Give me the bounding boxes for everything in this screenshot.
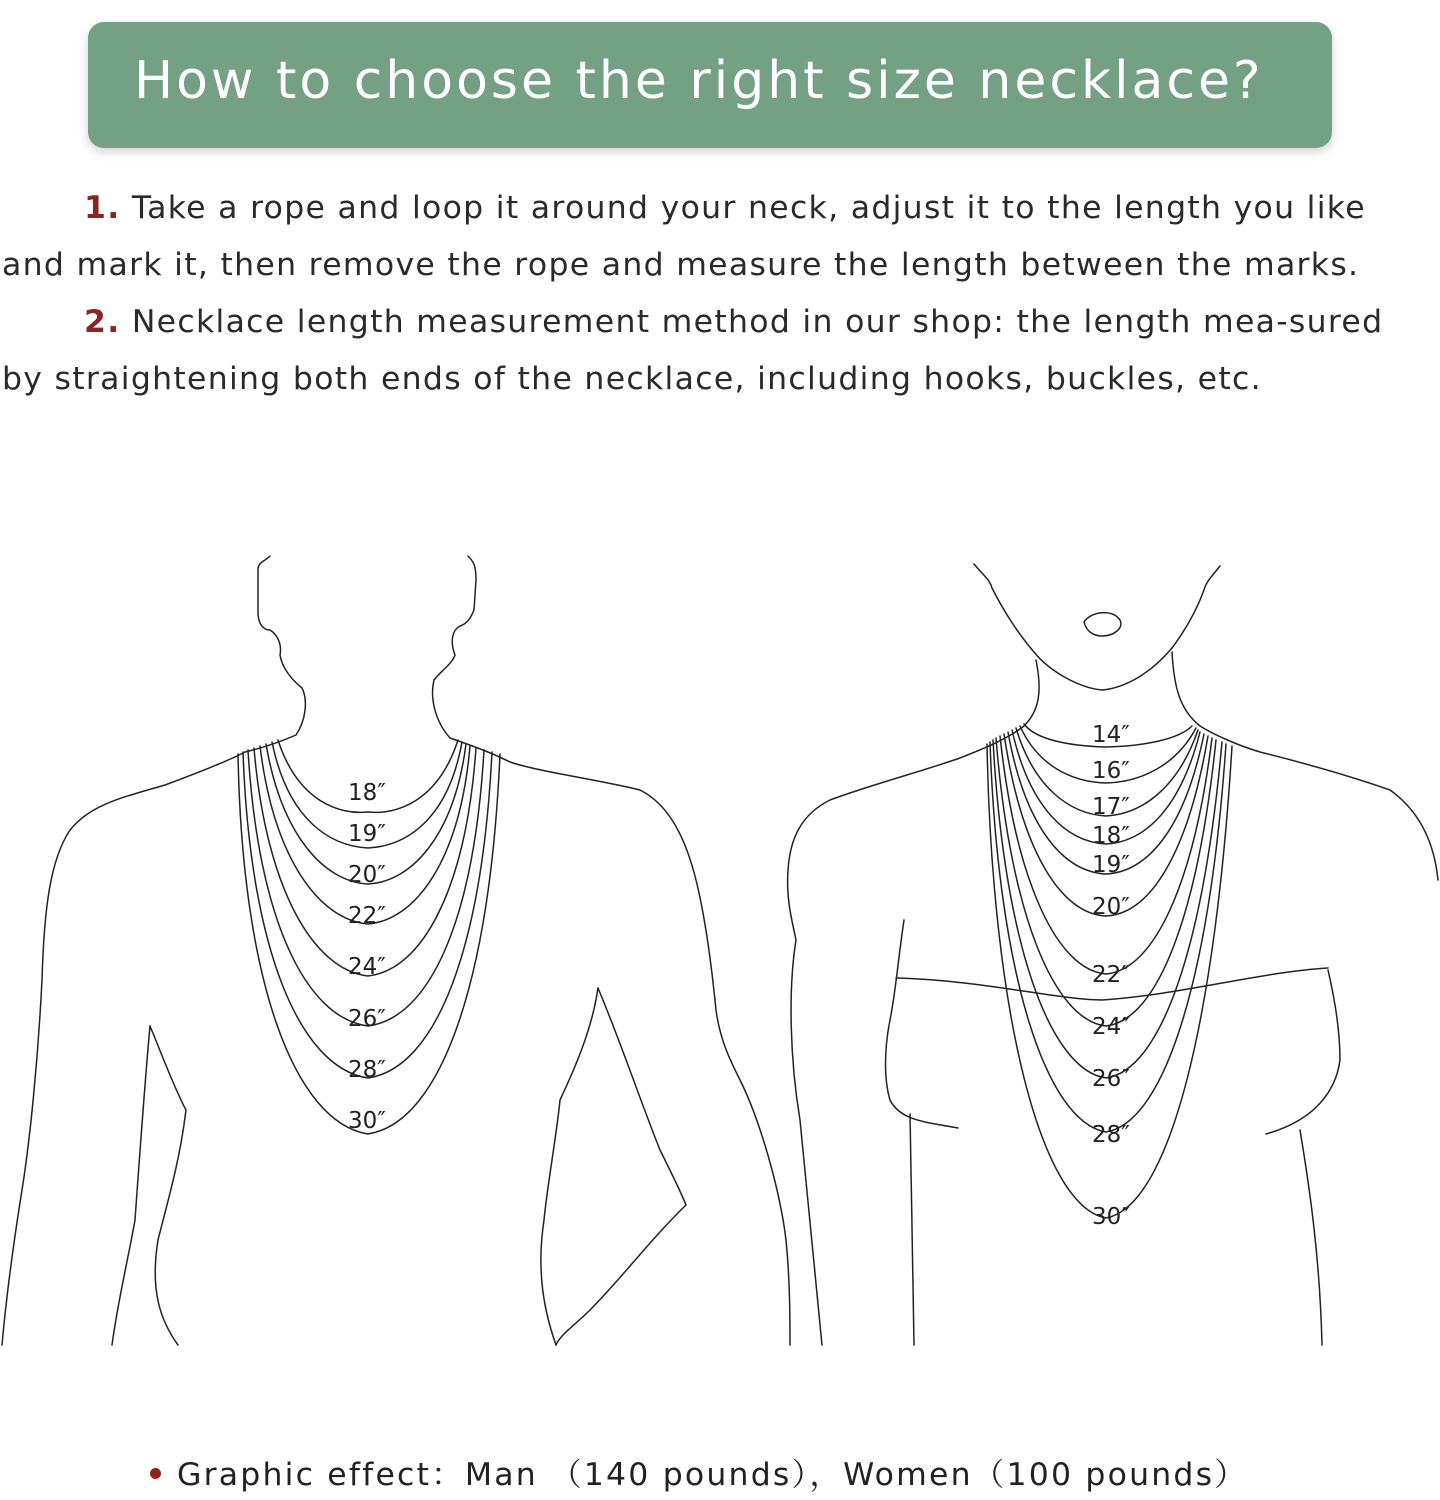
- step-1: [2, 180, 1402, 294]
- step-number: 2.: [84, 304, 121, 340]
- chin-detail: [1084, 613, 1121, 636]
- woman-size-labels: [1092, 722, 1130, 1230]
- man-size-label: 20″: [348, 862, 386, 888]
- step-text: Take a rope and loop it around your neck, adjust it to the length you like and mark it, then remove the rope and measure the length between the marks.: [2, 190, 1366, 283]
- woman-size-label: 14″: [1092, 722, 1130, 748]
- woman-size-label: 26″: [1092, 1066, 1130, 1092]
- bullet-icon: [150, 1468, 161, 1479]
- man-size-labels: [348, 780, 386, 1134]
- woman-size-label: 30″: [1092, 1204, 1130, 1230]
- woman-size-label: 28″: [1092, 1122, 1130, 1148]
- instructions: [2, 180, 1402, 408]
- title-banner: [88, 22, 1332, 148]
- caption-text: Graphic effect：Man （140 pounds），Women（100 pounds）: [177, 1457, 1248, 1493]
- woman-size-label: 24″: [1092, 1014, 1130, 1040]
- man-size-label: 26″: [348, 1006, 386, 1032]
- man-size-label: 19″: [348, 821, 386, 847]
- man-outline: [2, 556, 790, 1345]
- woman-size-label: 20″: [1092, 894, 1130, 920]
- step-text: Necklace length measurement method in our shop: the length mea-sured by straightening both ends of the necklace, including hooks, buckles, etc.: [2, 304, 1384, 397]
- man-size-label: 24″: [348, 954, 386, 980]
- woman-size-label: 18″: [1092, 823, 1130, 849]
- woman-size-label: 19″: [1092, 852, 1130, 878]
- step-number: 1.: [84, 190, 121, 226]
- man-size-label: 28″: [348, 1057, 386, 1083]
- woman-size-label: 17″: [1092, 794, 1130, 820]
- step-2: [2, 294, 1402, 408]
- man-size-label: 30″: [348, 1108, 386, 1134]
- necklace-size-illustration: [0, 540, 1440, 1370]
- graphic-effect-caption: [150, 1450, 1248, 1500]
- page-title: How to choose the right size necklace?: [134, 51, 1264, 111]
- woman-size-label: 22″: [1092, 962, 1130, 988]
- man-size-label: 18″: [348, 780, 386, 806]
- man-size-label: 22″: [348, 903, 386, 929]
- woman-size-label: 16″: [1092, 758, 1130, 784]
